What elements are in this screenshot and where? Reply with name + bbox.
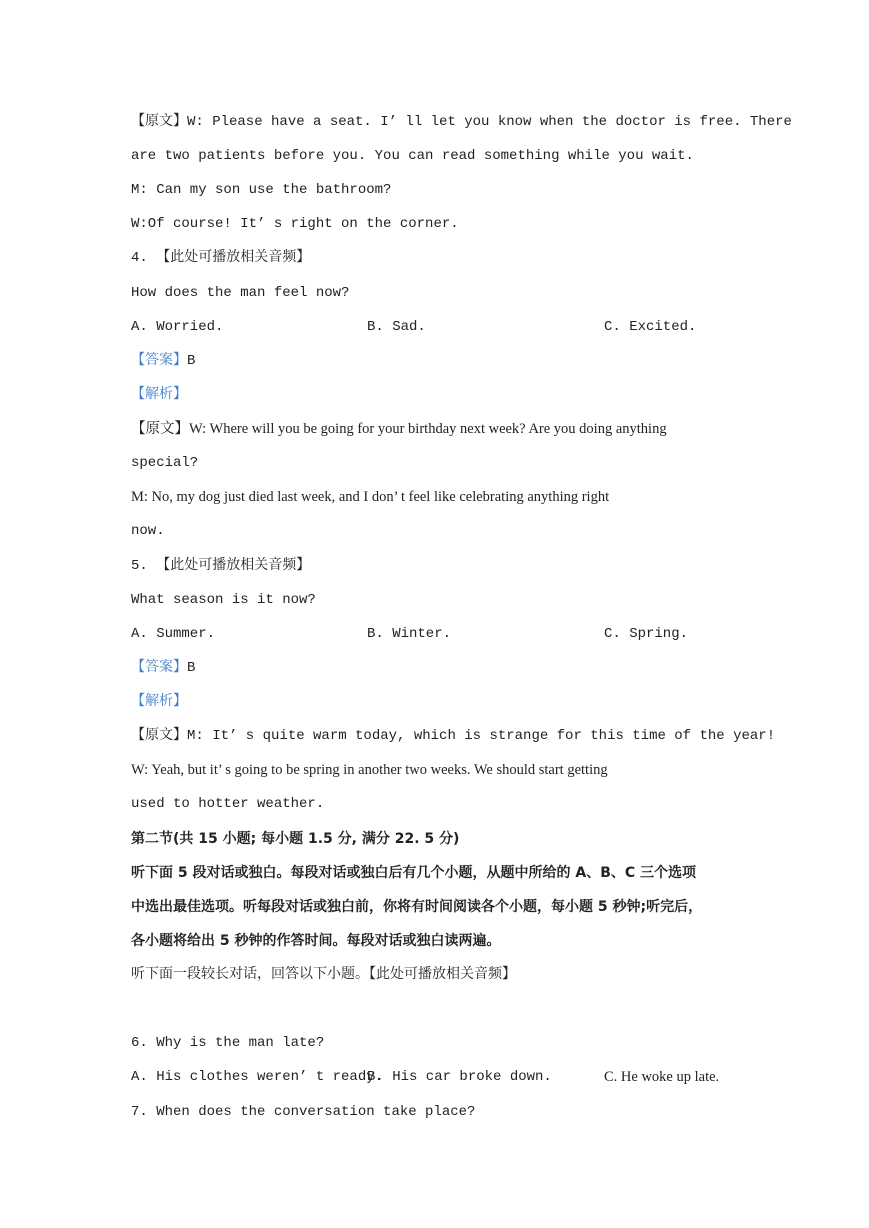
q3-transcript-line-2: are two patients before you. You can read something while you wait. xyxy=(131,148,694,164)
q5-transcript-line-1: 【原文】M: It’ s quite warm today, which is strange for this time of the year! xyxy=(131,728,776,744)
q5-option-c: C. Spring. xyxy=(604,626,689,642)
q6-option-a: A. His clothes weren’ t ready. xyxy=(131,1069,384,1085)
section2-instruction-3: 各小题将给出 5 秒钟的作答时间。每段对话或独白读两遍。 xyxy=(131,933,501,949)
q4-transcript-line-1: 【原文】W: Where will you be going for your birthday next week? Are you doing anything xyxy=(131,421,667,437)
q5-option-b: B. Winter. xyxy=(367,626,452,642)
q6-question: 6. Why is the man late? xyxy=(131,1035,325,1051)
q4-transcript-line-2: special? xyxy=(131,455,199,471)
answer-value: B xyxy=(187,353,196,369)
transcript-tag: 【原文】 xyxy=(131,728,187,744)
transcript-tag: 【原文】 xyxy=(131,421,189,437)
answer-label: 【答案】 xyxy=(131,353,187,369)
answer-value: B xyxy=(187,660,196,676)
q3-transcript-line-1: 【原文】W: Please have a seat. I’ ll let you know when the doctor is free. There xyxy=(131,114,792,130)
section2-intro: 听下面一段较长对话，回答以下小题。【此处可播放相关音频】 xyxy=(131,967,516,983)
q4-transcript-line-4: now. xyxy=(131,523,165,539)
q6-option-c: C. He woke up late. xyxy=(604,1069,720,1085)
q5-transcript-line-2: W: Yeah, but it’ s going to be spring in another two weeks. We should start getting xyxy=(131,762,608,778)
q6-option-b: B. His car broke down. xyxy=(367,1069,552,1085)
q4-header: 4. 【此处可播放相关音频】 xyxy=(131,250,311,266)
q5-analysis-label: 【解析】 xyxy=(131,694,187,710)
answer-label: 【答案】 xyxy=(131,660,187,676)
q5-option-a: A. Summer. xyxy=(131,626,216,642)
q4-option-b: B. Sad. xyxy=(367,319,426,335)
q5-header: 5. 【此处可播放相关音频】 xyxy=(131,558,311,574)
q7-question: 7. When does the conversation take place? xyxy=(131,1104,476,1120)
q3-transcript-line-3: M: Can my son use the bathroom? xyxy=(131,182,392,198)
section2-title: 第二节(共 15 小题; 每小题 1.5 分, 满分 22. 5 分) xyxy=(131,831,460,847)
q4-answer xyxy=(131,351,195,371)
section2-instruction-1: 听下面 5 段对话或独白。每段对话或独白后有几个小题，从题中所给的 A、B、C 三个选项 xyxy=(131,865,697,881)
q4-question: How does the man feel now? xyxy=(131,285,350,301)
q5-transcript-line-3: used to hotter weather. xyxy=(131,796,325,812)
q4-transcript-line-3: M: No, my dog just died last week, and I don’ t feel like celebrating anything right xyxy=(131,489,610,505)
q5-question: What season is it now? xyxy=(131,592,316,608)
q4-analysis-label: 【解析】 xyxy=(131,387,187,403)
q4-option-a: A. Worried. xyxy=(131,319,224,335)
section2-instruction-2: 中选出最佳选项。听每段对话或独白前，你将有时间阅读各个小题，每小题 5 秒钟;听完后， xyxy=(131,899,703,915)
q3-transcript-line-4: W:Of course! It’ s right on the corner. xyxy=(131,216,459,232)
q4-option-c: C. Excited. xyxy=(604,319,697,335)
q5-answer xyxy=(131,658,195,678)
transcript-tag: 【原文】 xyxy=(131,114,187,130)
